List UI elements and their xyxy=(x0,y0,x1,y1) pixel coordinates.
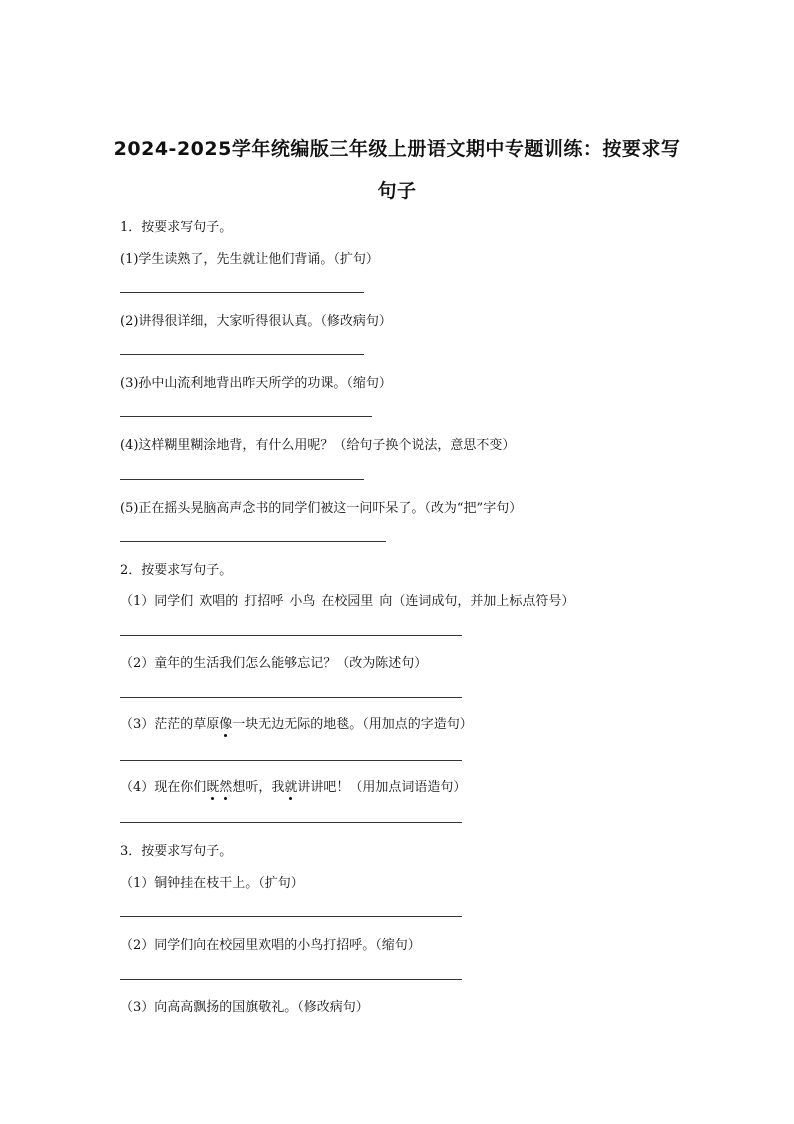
word-card: 欢唱的 xyxy=(199,594,239,609)
q2-item-3-text-a: （3）茫茫的草原 xyxy=(120,717,220,732)
q2-answer-line-1[interactable] xyxy=(120,635,462,636)
q2-item-4-text-a: （4）现在你们 xyxy=(120,780,207,795)
q1-answer-line-4[interactable] xyxy=(120,479,364,480)
q2-item-1-number: （1） xyxy=(120,594,155,609)
emphasis-dot-char: 然 xyxy=(219,776,232,795)
q2-item-2: （2）童年的生活我们怎么能够忘记？（改为陈述句） xyxy=(120,656,428,671)
q2-answer-line-2[interactable] xyxy=(120,697,462,698)
q3-item-2: （2）同学们向在校园里欢唱的小鸟打招呼。（缩句） xyxy=(120,938,421,953)
word-card: 打招呼 xyxy=(244,594,284,609)
q2-item-3-text-b: 一块无边无际的地毯。（用加点的字造句） xyxy=(232,717,473,732)
q2-answer-line-4[interactable] xyxy=(120,822,462,823)
q1-answer-line-1[interactable] xyxy=(120,292,364,293)
word-card: 在校园里 xyxy=(321,594,374,609)
q2-item-4 xyxy=(120,776,466,795)
q1-item-5: (5)正在摇头晃脑高声念书的同学们被这一问吓呆了。（改为“把”字句） xyxy=(120,501,523,516)
q2-item-3 xyxy=(120,713,473,732)
q1-answer-line-5[interactable] xyxy=(120,541,386,542)
q2-item-1 xyxy=(120,590,574,609)
word-card: 同学们 xyxy=(154,594,194,609)
q1-answer-line-3[interactable] xyxy=(120,416,372,417)
q1-item-3: (3)孙中山流利地背出昨天所学的功课。（缩句） xyxy=(120,376,392,391)
page-title-line-1: 2024-2025学年统编版三年级上册语文期中专题训练：按要求写 xyxy=(113,138,681,160)
question-3-heading: 3．按要求写句子。 xyxy=(120,844,233,859)
q1-item-4: (4)这样糊里糊涂地背，有什么用呢？（给句子换个说法，意思不变） xyxy=(120,438,516,453)
question-2-heading: 2．按要求写句子。 xyxy=(120,563,233,578)
q3-answer-line-2[interactable] xyxy=(120,979,462,980)
q2-item-4-text-c: 讲讲吧！（用加点词语造句） xyxy=(297,780,467,795)
word-card: 小鸟 xyxy=(289,594,316,609)
word-card: 向 xyxy=(379,594,393,609)
q2-item-1-instruction: （连词成句，并加上标点符号） xyxy=(392,594,575,609)
q1-item-2: (2)讲得很详细，大家听得很认真。（修改病句） xyxy=(120,314,392,329)
emphasis-dot-char: 既 xyxy=(206,776,219,795)
q3-answer-line-1[interactable] xyxy=(120,916,462,917)
q3-item-1: （1）铜钟挂在枝干上。（扩句） xyxy=(120,876,304,891)
q2-answer-line-3[interactable] xyxy=(120,760,462,761)
q2-item-4-text-b: 想听，我 xyxy=(232,780,285,795)
emphasis-dot-char: 就 xyxy=(284,776,297,795)
question-1-heading: 1．按要求写句子。 xyxy=(120,220,233,235)
emphasis-dot-char: 像 xyxy=(219,713,232,732)
q1-item-1: (1)学生读熟了，先生就让他们背诵。（扩句） xyxy=(120,252,379,267)
page-title-line-2: 句子 xyxy=(377,180,417,202)
q3-item-3: （3）向高高飘扬的国旗敬礼。（修改病句） xyxy=(120,1000,369,1015)
q1-answer-line-2[interactable] xyxy=(120,354,364,355)
